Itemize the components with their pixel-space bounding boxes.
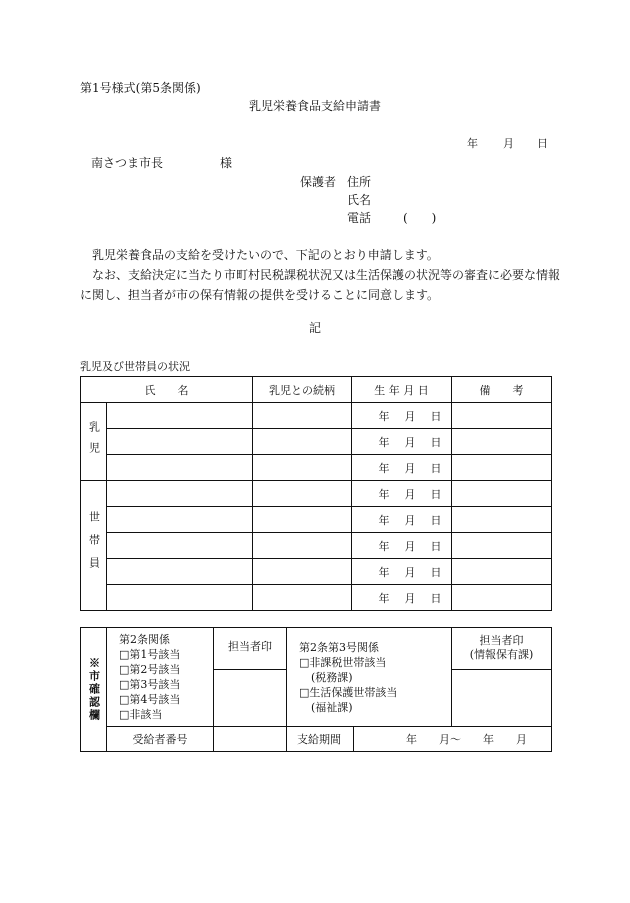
date-part-m: 月 (404, 461, 416, 475)
staff-seal-label: 担当者印 (214, 628, 287, 670)
infant-row (81, 429, 552, 455)
name-label: 氏名 (347, 193, 372, 207)
infant-row (81, 455, 552, 481)
date-part-m: 月 (404, 487, 416, 501)
phone-parens: ( ) (403, 211, 437, 225)
article2-title: 第2条関係 (119, 633, 170, 646)
article2-option[interactable]: □第4号該当 (119, 693, 181, 706)
date-part-d: 日 (430, 539, 442, 553)
name-cell[interactable] (107, 559, 253, 585)
applicant-role: 保護者 (300, 175, 337, 189)
remarks-cell[interactable] (452, 455, 552, 481)
date-part-m: 月 (404, 591, 416, 605)
name-cell[interactable] (107, 403, 253, 429)
header-remarks: 備 考 (452, 377, 552, 403)
date-part-d: 日 (430, 513, 442, 527)
household-row (81, 559, 552, 585)
addressee-honorific: 様 (220, 156, 233, 170)
document-title: 乳児栄養食品支給申請書 (248, 99, 381, 113)
office-use-table (80, 627, 552, 752)
remarks-cell[interactable] (452, 481, 552, 507)
header-birth: 生 年 月 日 (352, 377, 452, 403)
check-welfare: □生活保護世帯該当 (299, 686, 398, 699)
household-row (81, 585, 552, 611)
relation-cell[interactable] (253, 481, 352, 507)
check-non-taxable: □非課税世帯該当 (299, 656, 387, 669)
name-cell[interactable] (107, 507, 253, 533)
date-part-y: 年 (378, 591, 390, 605)
staff-seal2-label: 担当者印 (情報保有課) (452, 628, 552, 670)
date-part-y: 年 (378, 565, 390, 579)
relation-cell[interactable] (253, 559, 352, 585)
birthdate-cell[interactable] (352, 585, 452, 611)
date-month: 月 (503, 137, 514, 150)
household-row (81, 481, 552, 507)
relation-cell[interactable] (253, 585, 352, 611)
date-part-y: 年 (378, 409, 390, 423)
date-part-d: 日 (430, 409, 442, 423)
birthdate-cell[interactable] (352, 481, 452, 507)
date-part-y: 年 (378, 461, 390, 475)
request-paragraph: 乳児栄養食品の支給を受けたいので、下記のとおり申請します。 (92, 248, 439, 262)
date-part-m: 月 (404, 565, 416, 579)
date-part-m: 月 (404, 513, 416, 527)
phone-label: 電話 (347, 211, 372, 225)
name-cell[interactable] (107, 585, 253, 611)
relation-cell[interactable] (253, 507, 352, 533)
remarks-cell[interactable] (452, 429, 552, 455)
recipient-number-input[interactable] (214, 727, 287, 752)
article2-option[interactable]: □第1号該当 (119, 648, 181, 661)
article2-cell (107, 628, 214, 727)
group-label-household: 世帯員 (81, 481, 107, 611)
status-rows (81, 403, 552, 611)
date-part-y: 年 (378, 513, 390, 527)
article2-option[interactable]: □第2号該当 (119, 663, 181, 676)
status-table-caption: 乳児及び世帯員の状況 (80, 360, 190, 373)
date-part-y: 年 (378, 487, 390, 501)
relation-cell[interactable] (253, 429, 352, 455)
addressee-name: 南さつま市長 (91, 156, 164, 170)
relation-cell[interactable] (253, 403, 352, 429)
birthdate-cell[interactable] (352, 533, 452, 559)
remarks-cell[interactable] (452, 507, 552, 533)
date-part-y: 年 (378, 435, 390, 449)
welfare-dept-label: (福祉課) (311, 701, 353, 714)
status-table (80, 376, 552, 611)
household-row (81, 507, 552, 533)
name-cell[interactable] (107, 481, 253, 507)
remarks-cell[interactable] (452, 533, 552, 559)
article2-3-cell (287, 628, 452, 727)
header-relation: 乳児との続柄 (253, 377, 352, 403)
date-part-y: 年 (378, 539, 390, 553)
date-part-m: 月 (404, 435, 416, 449)
office-side-label: ※市確認欄 (81, 628, 107, 752)
article2-option[interactable]: □第3号該当 (119, 678, 181, 691)
birthdate-cell[interactable] (352, 507, 452, 533)
period-value[interactable]: 年 月～ 年 月 (354, 727, 552, 752)
consent-paragraph: なお、支給決定に当たり市町村民税課税状況又は生活保護の状況等の審査に必要な情報に関し、担当者が市の保有情報の提供を受けることに同意します。 (80, 268, 561, 302)
relation-cell[interactable] (253, 533, 352, 559)
date-part-d: 日 (430, 487, 442, 501)
date-part-d: 日 (430, 435, 442, 449)
remarks-cell[interactable] (452, 585, 552, 611)
name-cell[interactable] (107, 455, 253, 481)
date-part-d: 日 (430, 461, 442, 475)
infant-row (81, 403, 552, 429)
birthdate-cell[interactable] (352, 455, 452, 481)
staff-seal2-box[interactable] (452, 670, 552, 727)
birthdate-cell[interactable] (352, 403, 452, 429)
relation-cell[interactable] (253, 455, 352, 481)
date-day: 日 (537, 137, 548, 150)
remarks-cell[interactable] (452, 403, 552, 429)
staff-seal-box[interactable] (214, 670, 287, 727)
date-part-m: 月 (404, 539, 416, 553)
form-number: 第1号様式(第5条関係) (80, 81, 201, 95)
address-label: 住所 (347, 175, 372, 189)
name-cell[interactable] (107, 533, 253, 559)
date-part-d: 日 (430, 565, 442, 579)
date-year: 年 (467, 137, 478, 150)
birthdate-cell[interactable] (352, 559, 452, 585)
article2-checklist (119, 647, 213, 722)
recipient-number-label: 受給者番号 (107, 727, 214, 752)
header-name: 氏 名 (81, 377, 253, 403)
period-label: 支給期間 (287, 727, 354, 752)
article2-option[interactable]: □非該当 (119, 708, 163, 721)
household-row (81, 533, 552, 559)
date-part-d: 日 (430, 591, 442, 605)
article2-3-title: 第2条第3号関係 (299, 641, 379, 654)
date-part-m: 月 (404, 409, 416, 423)
birthdate-cell[interactable] (352, 429, 452, 455)
tax-dept-label: (税務課) (311, 671, 353, 684)
ki-heading: 記 (308, 321, 321, 335)
remarks-cell[interactable] (452, 559, 552, 585)
group-label-infant: 乳児 (81, 403, 107, 481)
status-header-row (81, 377, 552, 403)
name-cell[interactable] (107, 429, 253, 455)
